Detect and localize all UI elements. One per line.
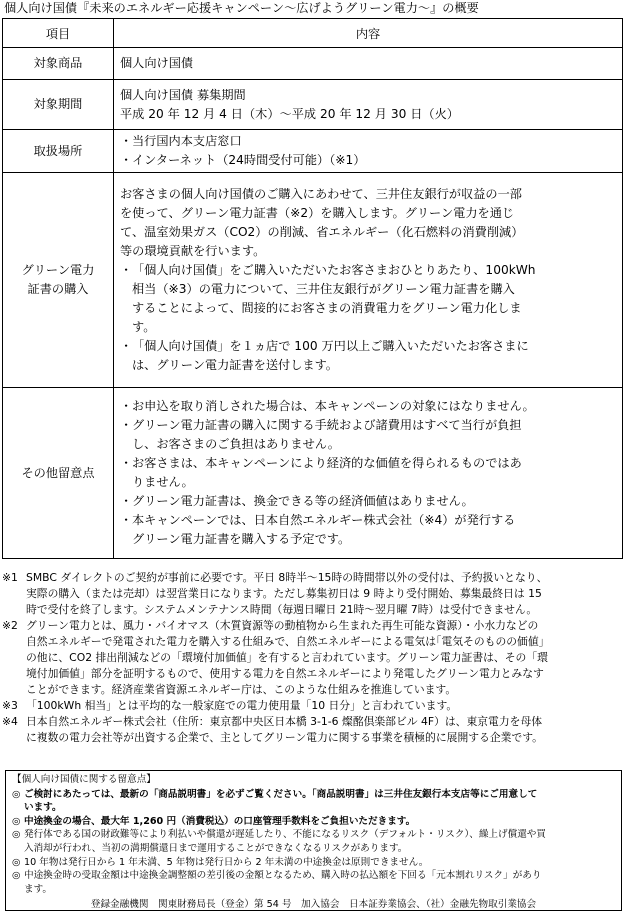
list-item (120, 397, 622, 416)
footnote-text: 日本自然エネルギー株式会社（住所：東京都中央区日本橋 3-1-6 燦酩倶楽部ビル 4F）は、東京電力を母体 に複数の電力会社等が出資する企業で、主としてグリーン電力に関する事業を積極的に展開する企業です。 (26, 715, 543, 744)
bullet-mark: ・ (120, 513, 133, 527)
bullet-mark: ・ (120, 263, 133, 277)
caution-text: 10 年物は発行日から 1 年未満、5 年物は発行日から 2 年未満の中途換金は原則できません。 (24, 856, 429, 868)
list-item-text: 「個人向け国債」をご購入いただいたお客さまおひとりあたり、100kWh 相当（※3）の電力について、三井住友銀行がグリーン電力証書を購入 することによって、間接的にお客さまの消費電力をグリーン電力化しま す。 (132, 263, 536, 334)
caution-mark: ◎ (12, 870, 21, 882)
caution-item (12, 869, 615, 896)
row-period-value (114, 80, 623, 130)
footnotes (2, 570, 622, 746)
green-intro-line: 等の環境貢献を行います。 (120, 244, 266, 258)
list-item (120, 511, 622, 549)
row-green-label (3, 173, 114, 388)
registration-footer: 登録金融機関 関東財務局長（登金）第 54 号 加入協会 日本証券業協会、（社）金融先物取引業協会 (90, 899, 537, 911)
list-item (120, 416, 622, 454)
caution-mark: ◎ (12, 829, 21, 841)
footnote-text: 「100kWh 相当」とは平均的な一般家庭での電力使用量「10 日分」と言われています。 (26, 699, 458, 712)
row-green-label-line: グリーン電力 (21, 263, 95, 277)
row-product-value: 個人向け国債 (114, 48, 623, 80)
footnote (2, 618, 622, 698)
caution-mark: ◎ (12, 856, 21, 868)
row-green-value (114, 173, 623, 388)
caution-box (5, 770, 622, 911)
caution-text: 発行体である国の財政難等により利払いや償還が遅延したり、不能になるリスク（デフォルト・リスク）、繰上げ償還や買 入消却が行われ、当初の満期償還日まで運用することができなくなるリスクがあります。 (24, 829, 546, 854)
caution-heading: 【個人向け国債に関する留意点】 (12, 774, 156, 785)
list-item (120, 337, 622, 375)
header-item: 項目 (3, 19, 114, 48)
bullet-mark: ・ (120, 418, 133, 432)
footnote-mark: ※2 (2, 619, 18, 632)
footnote (2, 570, 622, 618)
caution-text: 中途換金時の受取金額は中途換金調整額の差引後の金額となるため、購入時の払込額を下回る「元本割れリスク」があり ます。 (24, 870, 542, 895)
footnote-mark: ※3 (2, 699, 18, 712)
list-item-text: インターネット（24時間受付可能）（※1） (132, 153, 366, 167)
caution-mark: ◎ (12, 788, 21, 800)
caution-item (12, 856, 615, 870)
row-other (3, 388, 623, 559)
header-content: 内容 (114, 19, 623, 48)
caution-text: ご検討にあたっては、最新の「商品説明書」を必ずご覧ください。「商品説明書」は三井住友銀行本支店等にご用意して います。 (24, 788, 538, 814)
list-item-text: お客さまは、本キャンペーンにより経済的な価値を得られるものではあ りません。 (132, 456, 522, 489)
caution-mark: ◎ (12, 815, 21, 827)
row-green (3, 173, 623, 388)
list-item-text: お申込を取り消しされた場合は、本キャンペーンの対象にはなりません。 (132, 399, 535, 413)
row-product (3, 48, 623, 80)
bullet-mark: ・ (120, 134, 133, 148)
footnote-mark: ※4 (2, 715, 18, 728)
table-header-row (3, 19, 623, 48)
list-item-text: グリーン電力証書は、換金できる等の経済価値はありません。 (132, 494, 474, 508)
list-item (120, 132, 622, 151)
footnote (2, 714, 622, 746)
list-item-text: 「個人向け国債」を１ヵ店で 100 万円以上ご購入いただいたお客さまに は、グリーン電力証書を送付します。 (132, 339, 529, 372)
row-place-value (114, 130, 623, 173)
row-other-label: その他留意点 (3, 388, 114, 559)
list-item (120, 261, 622, 337)
bullet-mark: ・ (120, 456, 133, 470)
footnote-mark: ※1 (2, 571, 18, 584)
bullet-mark: ・ (120, 399, 133, 413)
caution-item (12, 815, 615, 829)
green-intro-line: を使って、グリーン電力証書（※2）を購入します。グリーン電力を通じ (120, 206, 515, 220)
row-product-label: 対象商品 (3, 48, 114, 80)
period-line: 個人向け国債 募集期間 (120, 87, 246, 102)
bullet-mark: ・ (120, 153, 133, 167)
list-item (120, 151, 622, 170)
row-other-value (114, 388, 623, 559)
list-item-text: 本キャンペーンでは、日本自然エネルギー株式会社（※4）が発行する グリーン電力証書を購入する予定です。 (132, 513, 516, 546)
document-title: 個人向け国債『未来のエネルギー応援キャンペーン～広げようグリーン電力～』の概要 (4, 1, 479, 15)
caution-item (12, 788, 615, 815)
caution-item (12, 828, 615, 855)
row-period (3, 80, 623, 130)
row-place-label: 取扱場所 (3, 130, 114, 173)
period-line: 平成 20 年 12 月 4 日（木）～平成 20 年 12 月 30 日（火） (120, 106, 459, 121)
footnote (2, 698, 622, 714)
row-green-label-line: 証書の購入 (27, 282, 89, 296)
list-item (120, 454, 622, 492)
row-place (3, 130, 623, 173)
list-item-text: グリーン電力証書の購入に関する手続および諸費用はすべて当行が負担 し、お客さまのご負担はありません。 (132, 418, 522, 451)
bullet-mark: ・ (120, 494, 133, 508)
footnote-text: グリーン電力とは、風力・バイオマス（木質資源等の動植物から生まれた再生可能な資源）・小水力などの 自然エネルギーで発電された電力を購入する仕組みで、自然エネルギーによる電気は｢電気そのものの価値｣ の他に、CO2 排出削減などの「環境付加価値」を有すると言われています。グリーン電力証書は、その「環 境付加価値」部分を証明するもので、使用する電力を自然エネルギーにより発電したグリーン電力とみなす ことができます。経済産業省資源エネルギー庁は、このような仕組みを推進しています。 (26, 619, 548, 696)
campaign-overview-table (2, 18, 623, 559)
bullet-mark: ・ (120, 339, 133, 353)
list-item-text: 当行国内本支店窓口 (132, 134, 242, 148)
green-intro-line: て、温室効果ガス（CO2）の削減、省エネルギー（化石燃料の消費削減） (120, 225, 524, 239)
list-item (120, 492, 622, 511)
green-intro-line: お客さまの個人向け国債のご購入にあわせて、三井住友銀行が収益の一部 (120, 187, 522, 201)
row-period-label: 対象期間 (3, 80, 114, 130)
footnote-text: SMBC ダイレクトのご契約が事前に必要です。平日 8時半～15時の時間帯以外の受付は、予約扱いとなり、 実際の購入（または売却）は翌営業日になります。ただし募集初日は 9 時より受付開始、募集最終日は 15 時で受付を終了します。システムメンテナンス時間（毎週日曜日 21時～翌月曜 7時）は受付できません。 (26, 571, 548, 616)
caution-text: 中途換金の場合、最大年 1,260 円（消費税込）の口座管理手数料をご負担いただきます。 (24, 815, 416, 827)
